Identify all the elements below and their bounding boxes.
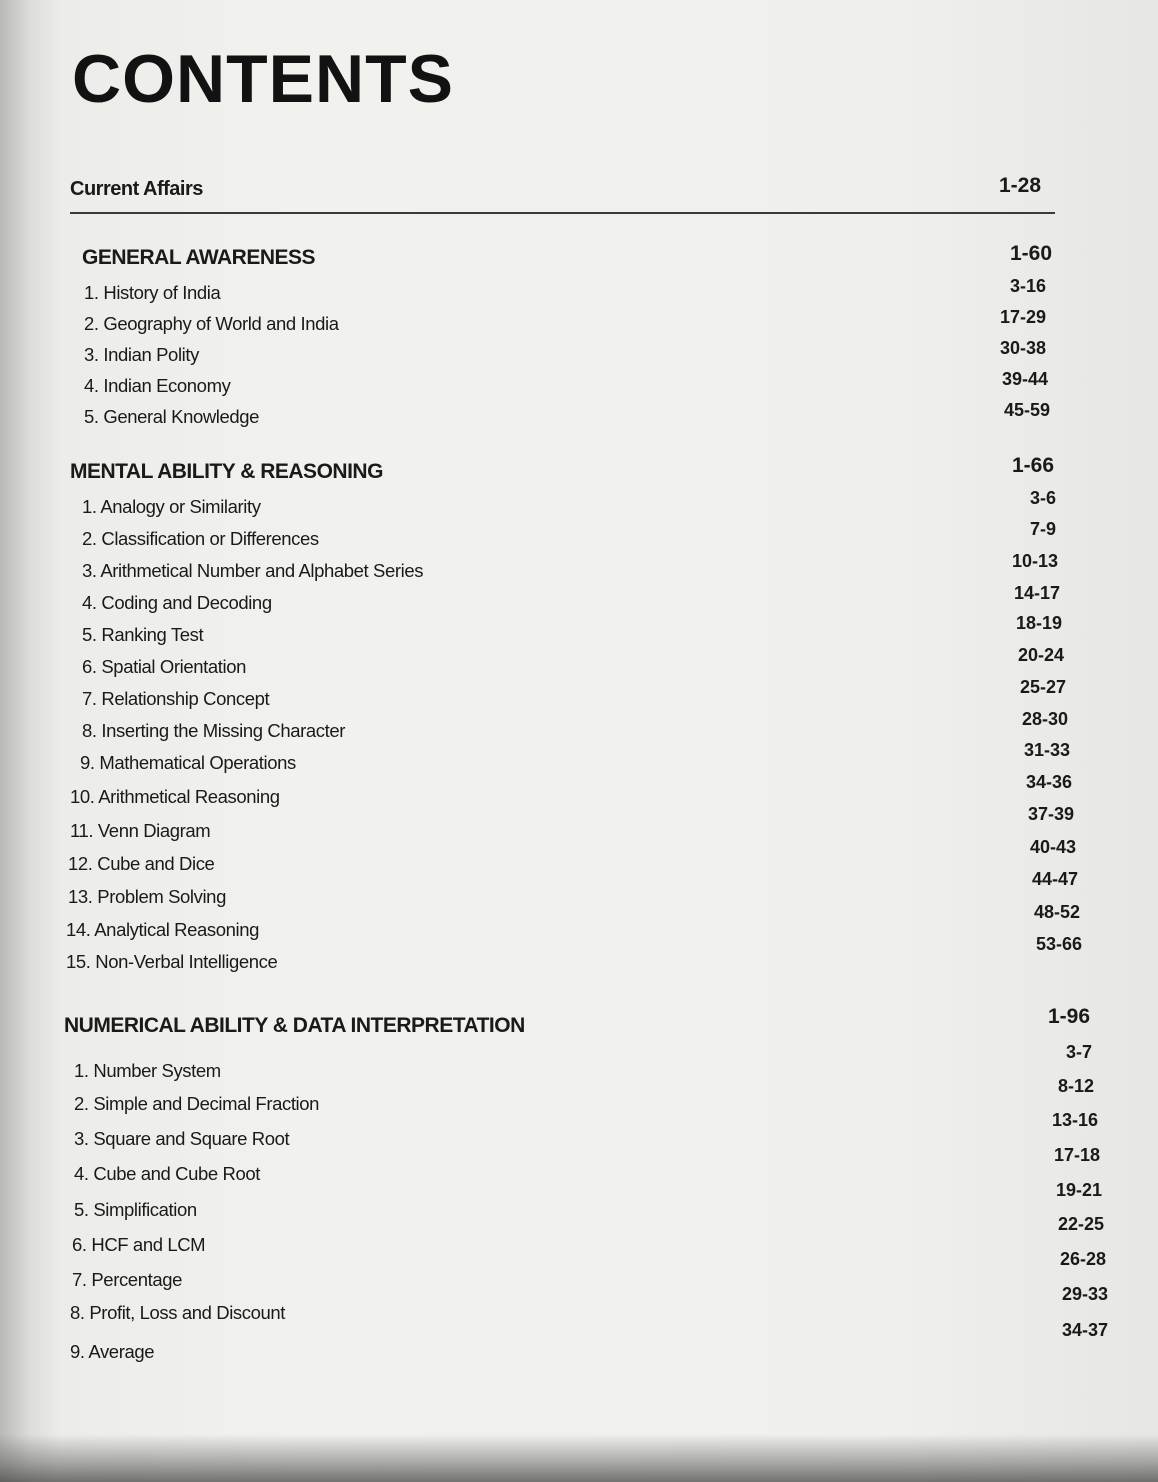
toc-item-range: 25-27: [1019, 677, 1066, 697]
section-range: 1-96: [1047, 1005, 1090, 1028]
toc-item-range: 37-39: [1027, 804, 1074, 824]
toc-item-range: 30-38: [999, 338, 1046, 358]
section-title: NUMERICAL ABILITY & DATA INTERPRETATION: [64, 1014, 525, 1037]
toc-item: 1. Number System: [74, 1060, 221, 1081]
toc-item-range: 3-7: [1065, 1042, 1092, 1062]
toc-item-range: 13-16: [1051, 1110, 1098, 1130]
toc-item: 14. Analytical Reasoning: [66, 919, 260, 940]
toc-item-range: 48-52: [1033, 902, 1080, 922]
toc-item: 3. Indian Polity: [84, 344, 199, 365]
toc-item-range: 28-30: [1021, 709, 1068, 729]
toc-item: 1. History of India: [84, 282, 221, 303]
toc-item-range: 19-21: [1055, 1180, 1102, 1200]
toc-item-range: 17-29: [999, 307, 1046, 327]
toc-item: 2. Classification or Differences: [82, 528, 319, 549]
toc-item: 5. Simplification: [74, 1199, 197, 1220]
toc-item: 8. Profit, Loss and Discount: [70, 1302, 286, 1323]
toc-item-range: 34-36: [1025, 772, 1072, 792]
toc-item-range: 34-37: [1061, 1320, 1108, 1340]
toc-item-range: 18-19: [1015, 613, 1062, 633]
toc-item-range: 39-44: [1001, 369, 1048, 389]
toc-item: 4. Cube and Cube Root: [74, 1163, 260, 1184]
toc-item-range: 10-13: [1011, 551, 1058, 571]
toc-item-range: 45-59: [1003, 400, 1050, 420]
toc-item: 6. Spatial Orientation: [82, 656, 246, 677]
toc-item: 4. Indian Economy: [84, 375, 231, 396]
toc-item-range: 29-33: [1061, 1284, 1108, 1304]
toc-item: 2. Simple and Decimal Fraction: [74, 1093, 320, 1114]
page-bottom-edge: [0, 1434, 1158, 1482]
toc-item-range: 44-47: [1031, 869, 1078, 889]
toc-item: 5. Ranking Test: [82, 624, 204, 645]
section-range: 1-60: [1009, 242, 1052, 265]
current-affairs-label: Current Affairs: [70, 178, 203, 200]
toc-item-range: 26-28: [1059, 1249, 1106, 1269]
toc-item-range: 40-43: [1029, 837, 1076, 857]
toc-item: 9. Average: [70, 1341, 155, 1362]
current-affairs-range: 1-28: [998, 174, 1041, 197]
toc-item: 7. Percentage: [72, 1269, 182, 1290]
toc-item-range: 31-33: [1023, 740, 1070, 760]
toc-item: 3. Arithmetical Number and Alphabet Series: [82, 560, 424, 581]
toc-item: 5. General Knowledge: [84, 406, 260, 427]
toc-item: 3. Square and Square Root: [74, 1128, 290, 1149]
toc-item: 13. Problem Solving: [68, 886, 226, 907]
toc-item-range: 7-9: [1029, 519, 1056, 539]
toc-item: 1. Analogy or Similarity: [82, 496, 261, 517]
toc-item-range: 20-24: [1017, 645, 1064, 665]
toc-item: 7. Relationship Concept: [82, 688, 270, 709]
toc-item-range: 8-12: [1057, 1076, 1094, 1096]
toc-item: 8. Inserting the Missing Character: [82, 720, 345, 741]
toc-item: 2. Geography of World and India: [84, 313, 339, 334]
toc-item-range: 14-17: [1013, 583, 1060, 603]
toc-item-range: 3-16: [1009, 276, 1046, 296]
page-title: CONTENTS: [72, 41, 454, 117]
toc-item: 10. Arithmetical Reasoning: [70, 786, 280, 807]
toc-item: 12. Cube and Dice: [68, 853, 215, 874]
current-affairs-row: [70, 172, 1055, 214]
toc-item: 9. Mathematical Operations: [80, 752, 296, 773]
toc-item-range: 3-6: [1029, 488, 1056, 508]
toc-item-range: 22-25: [1057, 1214, 1104, 1234]
toc-item: 6. HCF and LCM: [72, 1234, 206, 1255]
section-title: GENERAL AWARENESS: [82, 246, 316, 269]
section-title: MENTAL ABILITY & REASONING: [70, 460, 383, 483]
section-range: 1-66: [1011, 454, 1054, 477]
toc-item-range: 17-18: [1053, 1145, 1100, 1165]
toc-item-range: 53-66: [1035, 934, 1082, 954]
toc-item: 4. Coding and Decoding: [82, 592, 272, 613]
toc-item: 15. Non-Verbal Intelligence: [66, 951, 278, 972]
toc-item: 11. Venn Diagram: [70, 820, 211, 841]
